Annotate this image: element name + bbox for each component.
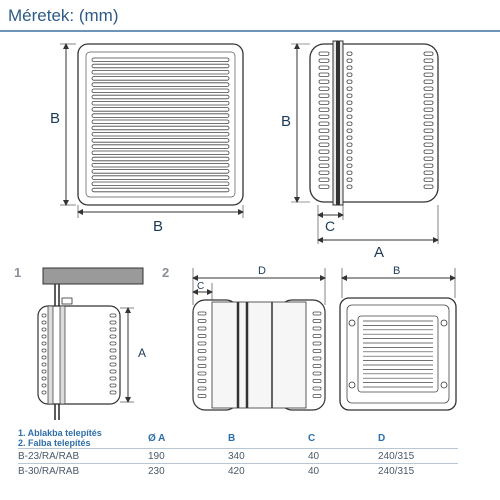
side-c-label: C <box>325 218 336 234</box>
row-b: 340 <box>228 449 308 464</box>
row-model: B-23/RA/RAB <box>18 449 148 464</box>
install-2-c-label: C <box>197 281 205 292</box>
row-d: 240/315 <box>378 449 458 464</box>
table-row <box>18 449 458 464</box>
install-note-2: 2. Falba telepítés <box>18 438 91 448</box>
front-view <box>50 44 243 235</box>
row-model: B-30/RA/RAB <box>18 464 148 479</box>
install-wall-figure <box>162 265 325 410</box>
side-a-label: A <box>374 244 385 261</box>
install-1-number: 1 <box>14 265 22 280</box>
front-width-label: B <box>153 218 164 235</box>
screw-top-right <box>441 320 447 326</box>
install-note-1: 1. Ablakba telepítés <box>18 428 102 438</box>
grille-view <box>340 265 456 410</box>
header-c: C <box>308 432 316 444</box>
install-window-figure <box>14 265 146 420</box>
spec-table <box>18 428 458 478</box>
row-d: 240/315 <box>378 464 458 479</box>
screw-bottom-left <box>349 382 355 388</box>
row-a: 230 <box>148 464 228 479</box>
install-notes <box>18 428 148 449</box>
install-2-duct <box>212 302 306 408</box>
side-view <box>281 41 438 261</box>
grille-b-label: B <box>393 265 401 277</box>
table-row <box>18 464 458 479</box>
screw-top-left <box>349 320 355 326</box>
screw-bottom-right <box>441 382 447 388</box>
install-1-a-label: A <box>138 346 147 360</box>
row-c: 40 <box>308 449 378 464</box>
install-2-d-label: D <box>258 265 266 277</box>
spec-header-row <box>18 428 458 449</box>
install-2-number: 2 <box>162 265 170 280</box>
page-title: Méretek: (mm) <box>8 6 119 25</box>
row-c: 40 <box>308 464 378 479</box>
header-b: B <box>228 432 236 444</box>
row-b: 420 <box>228 464 308 479</box>
side-height-label: B <box>281 113 292 130</box>
window-frame <box>43 268 143 284</box>
row-a: 190 <box>148 449 228 464</box>
header-a: Ø A <box>148 432 166 444</box>
side-flange-core <box>336 41 340 205</box>
header-d: D <box>378 432 386 444</box>
front-height-label: B <box>50 110 61 127</box>
grille-louvre-panel <box>358 316 438 392</box>
